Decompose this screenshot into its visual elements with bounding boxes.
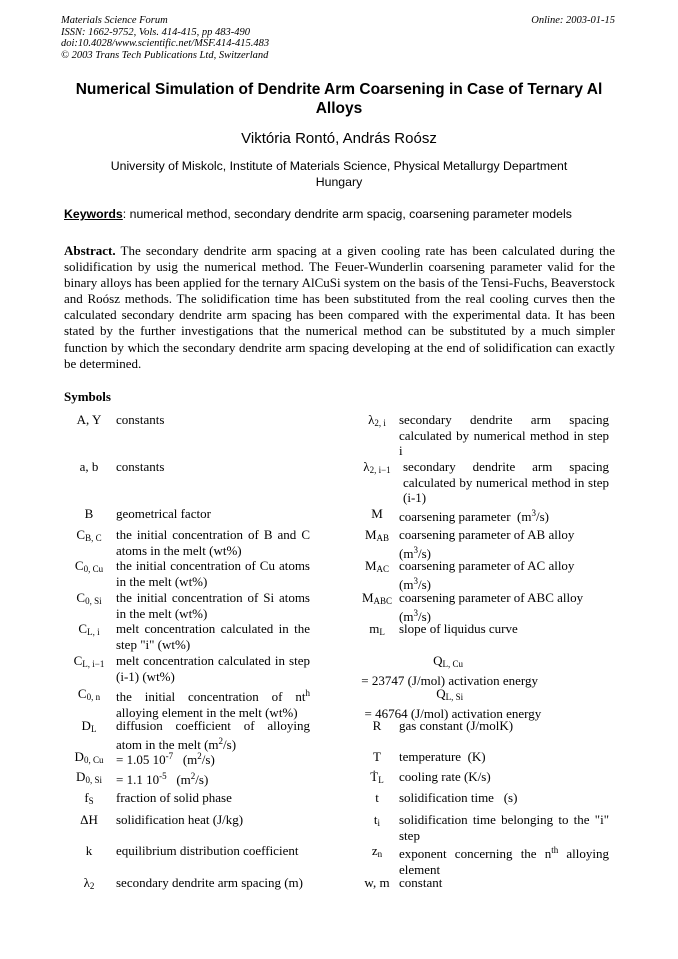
symbol-desc: secondary dendrite arm spacing calculated by numerical method in step (i-1) [403, 459, 609, 505]
symbol: $C_{L, i-1}$ [73, 653, 105, 669]
symbol: $f_S$ [84, 790, 94, 806]
symbol-desc: coarsening parameter of AB alloy $(m^3/s)$ [399, 527, 575, 561]
keywords [64, 207, 624, 221]
symbol: w, m [364, 875, 390, 890]
symbol: $C_{0, Cu}$ [74, 558, 104, 574]
symbol-desc: coarsening parameter of ABC alloy $(m^3/s)$ [399, 590, 584, 624]
symbol: $Q_{L, Cu} = 23747$ (J/mol) activation energy [358, 653, 539, 688]
symbol: $\lambda_{2, i}$ [368, 412, 386, 428]
symbol: $D_{0, Cu}$ [74, 749, 104, 765]
symbol: $C_{0, Si}$ [76, 590, 102, 606]
symbol: $\lambda_2$ [83, 875, 95, 891]
symbol: $M_{ABC}$ [361, 590, 393, 606]
keywords-text: : numerical method, secondary dendrite arm spacig, coarsening parameter models [122, 207, 572, 221]
symbol-desc: secondary dendrite arm spacing calculated by numerical method in step i [399, 412, 609, 458]
symbol-desc: equilibrium distribution coefficient [116, 843, 299, 858]
symbol: $M_{AC}$ [364, 558, 390, 574]
symbol-desc: the initial concentration of $nt^h$ alloying element in the melt (wt%) [116, 688, 310, 720]
abstract-label: Abstract. [64, 243, 116, 258]
symbol: T [373, 749, 381, 764]
symbol-desc: constants [116, 412, 165, 427]
symbol-desc: the initial concentration of B and C atoms in the melt (wt%) [116, 527, 310, 558]
symbol: $m_L$ [369, 621, 385, 637]
symbol-desc: = 1.1 $10^{-5}$ $(m^2/s)$ [116, 771, 209, 787]
symbol-desc: = 1.05 $10^{-7}$ $(m^2/s)$ [116, 751, 215, 767]
symbol-desc: the initial concentration of Cu atoms in the melt (wt%) [116, 558, 310, 589]
symbol-desc: diffusion coefficient of alloying atom in the melt $(m^2/s)$ [116, 718, 310, 752]
doi-line: doi:10.4028/www.scientific.net/MSF.414-415.483 [61, 38, 270, 49]
symbol-desc: melt concentration calculated in step (i-1) (wt%) [116, 653, 310, 684]
symbol-desc: coarsening parameter $(m^3/s)$ [399, 508, 549, 524]
symbol-desc: solidification heat (J/kg) [116, 812, 244, 827]
symbol-desc: constant [399, 875, 443, 890]
abstract [64, 243, 615, 372]
symbol-desc: fraction of solid phase [116, 790, 232, 805]
symbol: $t_i$ [373, 812, 381, 828]
issn-line: ISSN: 1662-9752, Vols. 414-415, pp 483-490 [61, 26, 250, 38]
symbol-desc: constants [116, 459, 165, 474]
symbol: $\lambda_{2, i-1}$ [363, 459, 391, 475]
symbol-desc: cooling rate (K/s) [399, 769, 491, 784]
symbol: a, b [79, 459, 99, 474]
symbol-desc: melt concentration calculated in the step "i" (wt%) [116, 621, 310, 652]
keywords-label: Keywords [64, 207, 123, 221]
symbol: $M_{AB}$ [364, 527, 390, 543]
symbol-desc: secondary dendrite arm spacing (m) [116, 875, 303, 890]
symbol: $C_{B, C}$ [76, 527, 102, 543]
symbol-desc: geometrical factor [116, 506, 211, 521]
paper-title: Numerical Simulation of Dendrite Arm Coarsening in Case of Ternary Al Alloys [75, 81, 603, 117]
symbol: $D_{0, Si}$ [76, 769, 102, 785]
affiliation-institute: University of Miskolc, Institute of Materials Science, Physical Metallurgy Department [110, 159, 568, 173]
symbol: Ṫ$_L$ [370, 769, 384, 785]
symbol: ΔH [80, 812, 98, 827]
symbol: $D_L$ [81, 718, 97, 734]
symbol: $z_n$ [371, 843, 383, 859]
affiliation-country: Hungary [315, 175, 363, 189]
symbol-desc: solidification time (s) [399, 790, 518, 805]
symbol: R [372, 718, 382, 733]
online-date: Online: 2003-01-15 [531, 15, 615, 26]
symbol: B [84, 506, 94, 521]
symbol-desc: slope of liquidus curve [399, 621, 518, 636]
symbol-desc: coarsening parameter of AC alloy $(m^3/s)$ [399, 558, 575, 592]
authors: Viktória Rontó, András Roósz [241, 130, 437, 147]
symbol: A, Y [76, 412, 102, 427]
abstract-text: The secondary dendrite arm spacing at a given cooling rate has been calculated during the solidification by usig the numerical method. The Feuer-Wunderlin coarsening parameter valid for the binary alloys has been applied for the ternary AlCuSi system on the basis of the Tensi-Fuchs, Beaverstock and Roósz methods. The solidification time has been substituted from the real cooling curves then the calculated secondary dendrite arm spacing has been compared with the experimental data. It has been stated by the further investigations that the numerical method can be substituted by a much simpler function by which the secondary dendrite arm spacing developing at the end of solidification can exactly be determined. [64, 243, 615, 371]
symbols-heading: Symbols [64, 389, 111, 404]
journal-header [61, 15, 615, 61]
copyright-line: © 2003 Trans Tech Publications Ltd, Switzerland [61, 49, 269, 61]
symbol: $C_{0, n}$ [77, 686, 101, 702]
symbol: $C_{L, i}$ [78, 621, 100, 637]
symbol: t [375, 790, 379, 805]
journal-name: Materials Science Forum [61, 15, 168, 26]
symbol: M [371, 506, 383, 521]
symbol: k [85, 843, 93, 858]
symbol-desc: temperature (K) [399, 749, 486, 764]
symbol-desc: solidification time belonging to the "i" step [399, 812, 609, 843]
symbol: $Q_{L, Si} = 46764$ (J/mol) activation energy [358, 686, 542, 721]
affiliation [61, 158, 617, 190]
symbol-desc: the initial concentration of Si atoms in the melt (wt%) [116, 590, 310, 621]
symbol-desc: exponent concerning the $n^{th}$ alloying element [399, 845, 609, 877]
symbol-desc: gas constant (J/molK) [399, 718, 514, 733]
